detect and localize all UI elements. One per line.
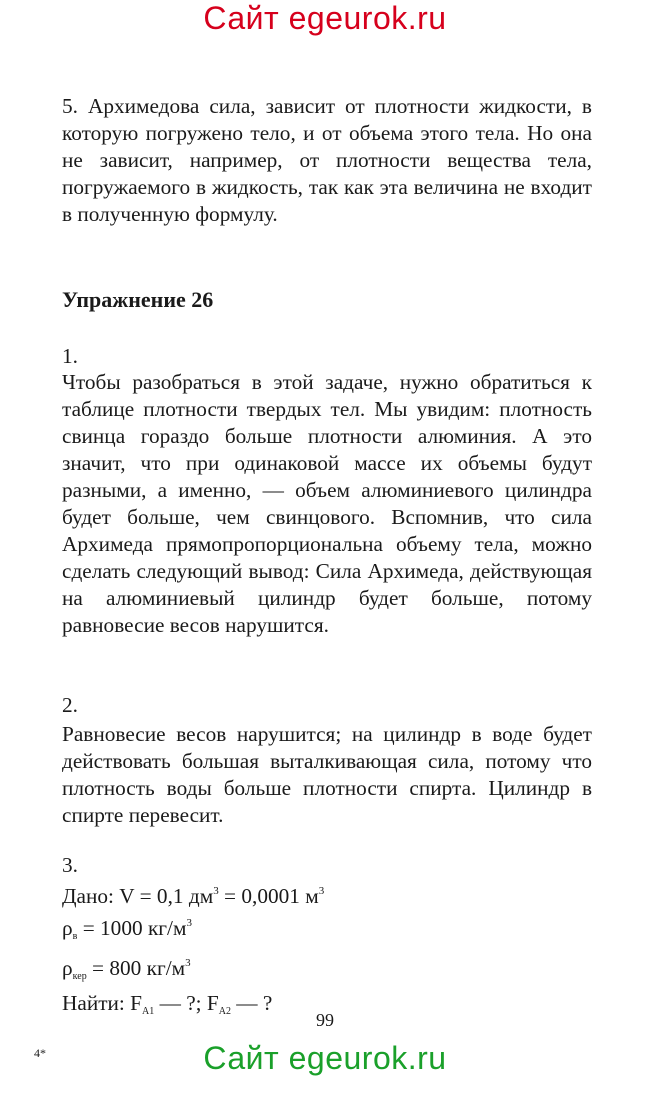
given-volume-mid: = 0,0001 м — [218, 884, 319, 908]
given-volume-prefix: Дано: V = 0,1 дм — [62, 884, 214, 908]
rho-water-subscript: в — [72, 931, 78, 942]
task-2-block — [62, 721, 592, 829]
watermark-bottom: Сайт egeurok.ru — [203, 1040, 447, 1076]
task-1-text: Чтобы разобраться в этой задаче, нужно обратиться к таблице плотности твердых тел. Мы увидим: плотность свинца гораздо больше плотности алюминия. А это значит, что при одинаковой массе их объемы будут разными, а именно, — объем алюминиевого цилиндра будет больше, чем свинцового. Вспомнив, что сила Архимеда прямопропорциональна объему тела, можно сделать следующий вывод: Сила Архимеда, действующая на алюминиевый цилиндр будет больше, потому равновесие весов нарушится. — [62, 370, 592, 637]
rho-kerosene-value: = 800 кг/м — [86, 956, 186, 980]
find-prefix: Найти: F — [62, 991, 143, 1015]
page-number: 99 — [316, 1010, 334, 1030]
given-rho-kerosene-line — [62, 950, 324, 990]
cube-superscript: 3 — [318, 885, 325, 897]
exercise-heading: Упражнение 26 — [62, 287, 214, 312]
task-2-text: Равновесие весов нарушится; на цилиндр в воде будет действовать большая выталкивающая сила, потому что плотность воды больше плотности спирта. Цилиндр в спирте перевесит. — [62, 722, 592, 827]
cube-superscript: 3 — [185, 957, 191, 969]
given-volume-line — [62, 878, 324, 910]
cube-superscript: 3 — [186, 917, 192, 929]
rho-kerosene-subscript: кер — [72, 971, 87, 982]
force-a2-subscript: A2 — [218, 1006, 231, 1017]
task-3-given — [62, 878, 324, 1025]
item-5-text: 5. Архимедова сила, зависит от плотности жидкости, в которую погружено тело, и от объема этого тела. Но она не зависит, например, от плотности вещества тела, погружаемого в жидкость, так как эта величина не входит в полученную формулу. — [62, 94, 592, 226]
task-2-number: 2. — [62, 693, 78, 717]
item-5-paragraph — [62, 93, 592, 228]
cube-superscript: 3 — [213, 885, 219, 897]
watermark-top: Сайт egeurok.ru — [203, 0, 447, 36]
force-a1-subscript: A1 — [142, 1006, 155, 1017]
task-3-number: 3. — [62, 853, 78, 877]
find-end: — ? — [230, 991, 273, 1015]
task-1-number: 1. — [62, 344, 78, 368]
task-1-block — [62, 369, 592, 639]
given-rho-water-line — [62, 910, 324, 950]
rho-symbol: ρ — [62, 916, 73, 940]
rho-symbol: ρ — [62, 956, 73, 980]
corner-mark: 4* — [34, 1046, 46, 1060]
rho-water-value: = 1000 кг/м — [77, 916, 187, 940]
find-mid: — ?; F — [154, 991, 219, 1015]
